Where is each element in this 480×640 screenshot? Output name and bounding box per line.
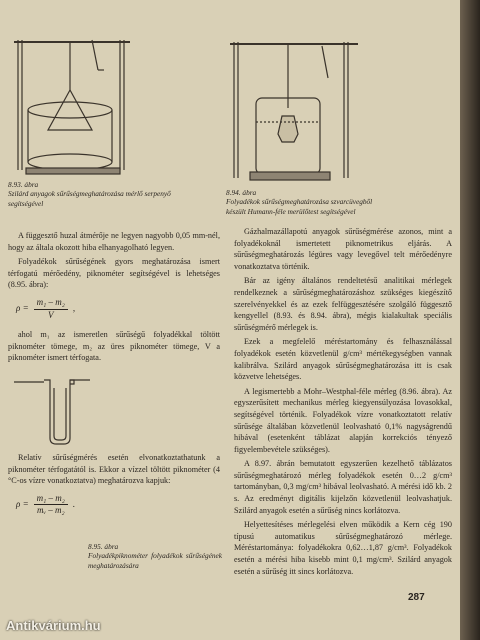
formula-tail: ,	[72, 303, 76, 314]
book-edge	[460, 0, 480, 640]
right-column	[234, 226, 452, 580]
figure-caption-text: Folyadékpiknométer folyadékok sűrűségének meghatározására	[88, 551, 222, 570]
figure-8-94-hydrometer-balance	[226, 38, 366, 188]
paragraph: Folyadékok sűrűségének gyors meghatározása ismert térfogatú mérőedény, piknométer segítségével is lehetséges (8.95. ábra):	[8, 257, 220, 290]
figure-number: 8.95. ábra	[88, 542, 119, 551]
paragraph: A 8.97. ábrán bemutatott egyszerűen kezelhető táblázatos sűrűségmeghatározó mérleg folyadékok esetén 0…2 g/cm³ tartományban, 0,3 mg/cm³ hibával leolvasható. A mérési idő kb. 2 s. Az eredményt digitális kijelzőn közvetlenül leolvashatjuk. Szilárd anyagok esetén a sűrűség nincs korlátozva.	[234, 459, 452, 515]
paragraph: ahol m₁ az ismeretlen sűrűségű folyadékkal töltött piknométer tömege, m₂ az üres piknométer tömege, V a piknométer ismert térfogata.	[8, 330, 220, 363]
formula-numerator: m₁ – m₂	[34, 297, 68, 310]
paragraph: Bár az igény általános rendeltetésű analitikai mérlegek rendelkeznek a sűrűségmeghatározáshoz szükséges kiegészítő szerelvényekkel és az ezek felfüggesztésére szolgáló függesztő kengyellel (8.93. és 8.94. ábra), mégis kialakultak speciális sűrűségmérő mérlegek is.	[234, 276, 452, 332]
formula-denominator: mᵥ – m₂	[36, 505, 65, 516]
figure-8-95-pycnometer	[14, 368, 94, 448]
paragraph: Gázhalmazállapotú anyagok sűrűségmérése azonos, mint a folyadékoknál ismertetett piknometrikus eljárás. A sűrűségmeghatározás légüres vagy levegővel telt mérőedényre vonatkoztatva történik.	[234, 227, 452, 271]
relative-density-formula	[16, 493, 220, 517]
figure-caption-text: Folyadékok sűrűségmeghatározása szvarcüvegből készült Humann-féle merülőtest segítségével	[226, 197, 373, 216]
paragraph: Ezek a megfelelő méréstartomány és felhasználással folyadékok esetén közvetlenül g/cm³ mértékegységben vannak kalibrálva. Szilárd anyagok sűrűségmeghatározása itt is csak közvetve lehetséges.	[234, 337, 452, 382]
figure-8-95-caption	[88, 542, 222, 570]
page-number: 287	[408, 592, 425, 603]
density-formula	[16, 297, 220, 321]
paragraph: A legismertebb a Mohr–Westphal-féle mérleg (8.96. ábra). Az egyszerűsített mechanikus mérleg kiegyensúlyozása lovasokkal, segítségével történik. Folyadékok vízre vonatkoztatott relatív sűrűsége általában közvetlenül leolvasható 0,1% nagyságrendű hibával (esetenként táblázat alapján korrekciós tényező figyelembevétele szükséges).	[234, 386, 452, 454]
figure-number: 8.93. ábra	[8, 180, 39, 189]
watermark: Antikvárium.hu	[6, 618, 101, 633]
figure-8-93-balance-pan	[8, 30, 138, 180]
formula-fraction	[34, 493, 68, 517]
figure-number: 8.94. ábra	[226, 188, 257, 197]
paragraph: A függesztő huzal átmérője ne legyen nagyobb 0,05 mm-nél, hogy az általa okozott hiba elhanyagolható legyen.	[8, 231, 220, 252]
figure-8-94-caption	[226, 188, 386, 216]
formula-denominator: V	[48, 309, 54, 320]
figure-caption-text: Szilárd anyagok sűrűségmeghatározása mérlő serpenyő segítségével	[8, 189, 171, 208]
formula-lhs: ρ =	[16, 303, 29, 314]
formula-tail: .	[72, 499, 76, 510]
formula-fraction	[34, 297, 68, 321]
paragraph: Relatív sűrűségmérés esetén elvonatkoztathatunk a piknométer térfogatától is. Ekkor a vízzel töltött piknométer (4 °C-os vízre vonatkoztatva) meghatározva kapjuk:	[8, 452, 220, 486]
paragraph: Helyettesítéses mérlegelési elven működik a Kern cég 190 típusú automatikus sűrűségmeghatározó mérlege. Méréstartománya: folyadékokra 0,62…1,87 g/cm³. Folyadékok esetén a mérési hiba kisebb mint 0,1 mg/cm³. Szilárd anyagok esetén a sűrűség itt sincs korlátozva.	[234, 520, 452, 576]
figure-8-93-caption	[8, 180, 178, 208]
left-column	[8, 230, 222, 570]
formula-lhs: ρ =	[16, 499, 29, 510]
formula-numerator: m₁ – m₂	[34, 493, 68, 506]
